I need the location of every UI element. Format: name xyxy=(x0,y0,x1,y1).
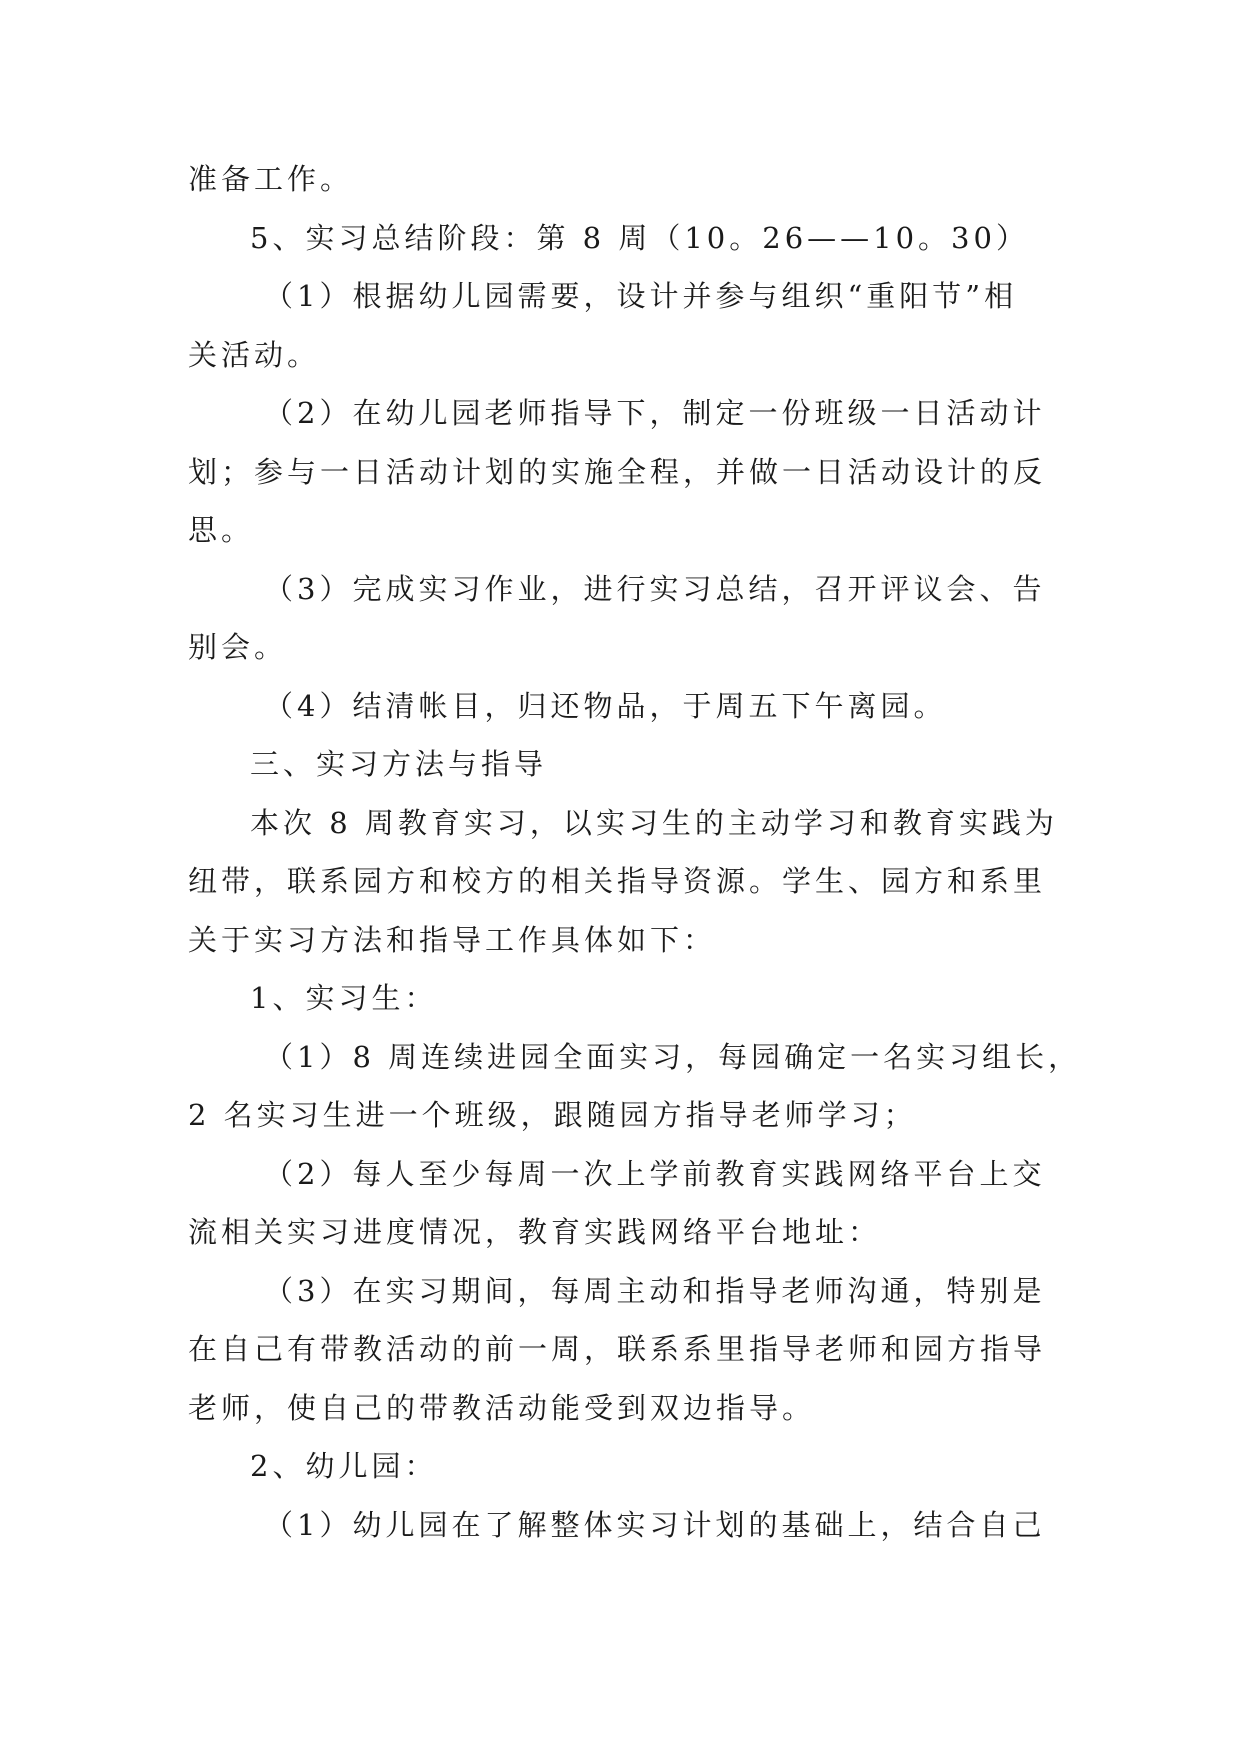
section-heading: 2、幼儿园： xyxy=(250,1449,438,1483)
text-line: 关于实习方法和指导工作具体如下： xyxy=(188,922,717,957)
document-body xyxy=(188,150,1082,1554)
text-line: 本次 8 周教育实习，以实习生的主动学习和教育实践为 xyxy=(250,805,1058,840)
text-line: 流相关实习进度情况，教育实践网络平台地址： xyxy=(188,1215,882,1249)
section-heading: 5、实习总结阶段：第 8 周（10。26——10。30） xyxy=(250,220,1029,255)
text-line: 别会。 xyxy=(188,630,288,664)
text-line: 关活动。 xyxy=(188,337,321,372)
text-line: 2 名实习生进一个班级，跟随园方指导老师学习； xyxy=(188,1098,917,1132)
section-heading: 1、实习生： xyxy=(250,981,438,1015)
text-line: 在自己有带教活动的前一周，联系系里指导老师和园方指导 xyxy=(188,1332,1047,1366)
text-line: （3）在实习期间，每周主动和指导老师沟通，特别是 xyxy=(264,1273,1046,1308)
text-line: 思。 xyxy=(188,513,255,547)
text-line: 纽带，联系园方和校方的相关指导资源。学生、园方和系里 xyxy=(188,864,1047,898)
text-line: 老师，使自己的带教活动能受到双边指导。 xyxy=(188,1390,816,1425)
text-line: （1）根据幼儿园需要，设计并参与组织“重阳节”相 xyxy=(264,279,1018,313)
text-line: 划；参与一日活动计划的实施全程，并做一日活动设计的反 xyxy=(188,454,1047,489)
text-line: （1）8 周连续进园全面实习，每园确定一名实习组长， xyxy=(264,1039,1082,1074)
text-line: （3）完成实习作业，进行实习总结，召开评议会、告 xyxy=(264,571,1046,606)
text-line: （4）结清帐目，归还物品，于周五下午离园。 xyxy=(264,688,947,723)
section-heading: 三、实习方法与指导 xyxy=(250,747,548,781)
text-line: （1）幼儿园在了解整体实习计划的基础上，结合自己 xyxy=(264,1507,1046,1542)
text-line: （2）在幼儿园老师指导下，制定一份班级一日活动计 xyxy=(264,396,1046,430)
text-line: 准备工作。 xyxy=(188,162,354,196)
text-line: （2）每人至少每周一次上学前教育实践网络平台上交 xyxy=(264,1156,1046,1191)
